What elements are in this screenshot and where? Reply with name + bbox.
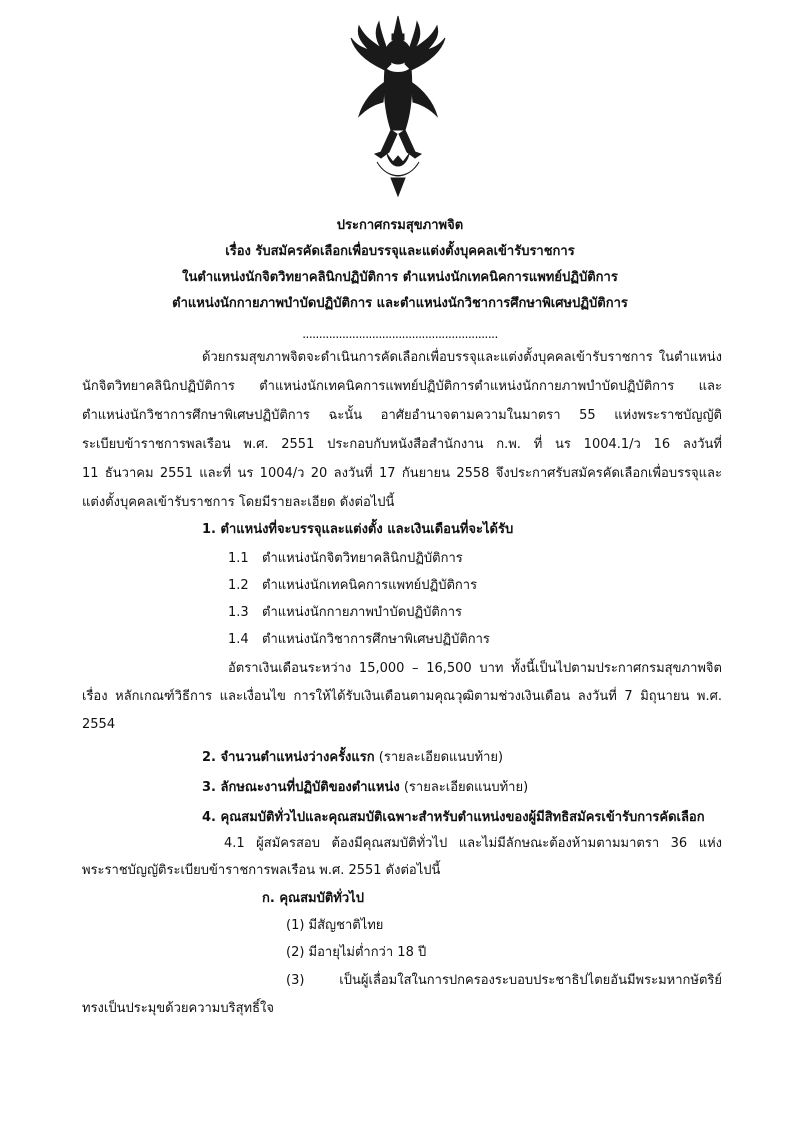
general-qualifications-heading: ก. คุณสมบัติทั่วไป [262, 891, 364, 906]
qualification-continuation: ทรงเป็นประมุขด้วยความบริสุทธิ์ใจ [82, 1001, 275, 1016]
salary-line: อัตราเงินเดือนระหว่าง 15,000 – 16,500 บาท ทั้งนี้เป็นไปตามประกาศกรมสุขภาพจิต [228, 661, 722, 676]
position-item-label: ตำแหน่งนักกายภาพบำบัดปฏิบัติการ [262, 605, 462, 620]
position-item-label: ตำแหน่งนักเทคนิคการแพทย์ปฏิบัติการ [262, 578, 478, 593]
section-2-note: (รายละเอียดแนบท้าย) [378, 750, 504, 765]
section-1-heading: 1. ตำแหน่งที่จะบรรจุและแต่งตั้ง และเงินเดือนที่จะได้รับ [202, 522, 514, 537]
intro-line: แต่งตั้งบุคคลเข้ารับราชการ โดยมีรายละเอียด ดังต่อไปนี้ [82, 495, 395, 510]
intro-line: ด้วยกรมสุขภาพจิตจะดำเนินการคัดเลือกเพื่อบรรจุและแต่งตั้งบุคคลเข้ารับราชการ ในตำแหน่ง [202, 350, 722, 365]
position-item-label: ตำแหน่งนักจิตวิทยาคลินิกปฏิบัติการ [262, 551, 463, 566]
header-separator: ........................................................... [302, 327, 498, 341]
position-item-number: 1.4 [228, 632, 249, 647]
section-2-heading: 2. จำนวนตำแหน่งว่างครั้งแรก [202, 750, 375, 765]
qualification-item: (2) มีอายุไม่ต่ำกว่า 18 ปี [286, 945, 427, 960]
garuda-emblem-icon [347, 12, 449, 198]
section-2 [202, 750, 503, 766]
qualification-item: (1) มีสัญชาติไทย [286, 918, 384, 933]
section-3-note: (รายละเอียดแนบท้าย) [403, 780, 529, 795]
announcement-title: ประกาศกรมสุขภาพจิต [336, 218, 464, 233]
section-4-para: 4.1 ผู้สมัครสอบ ต้องมีคุณสมบัติทั่วไป และไม่มีลักษณะต้องห้ามตามมาตรา 36 แห่ง [224, 836, 722, 851]
intro-line: 11 ธันวาคม 2551 และที่ นร 1004/ว 20 ลงวันที่ 17 กันยายน 2558 จึงประกาศรับสมัครคัดเลือกเพื่อบรรจุและ [82, 466, 722, 481]
position-item-number: 1.1 [228, 551, 249, 566]
section-4-para: พระราชบัญญัติระเบียบข้าราชการพลเรือน พ.ศ. 2551 ดังต่อไปนี้ [82, 863, 441, 878]
subject-line-1: เรื่อง รับสมัครคัดเลือกเพื่อบรรจุและแต่งตั้งบุคคลเข้ารับราชการ [225, 244, 575, 259]
qualification-item: (3) เป็นผู้เลื่อมใสในการปกครองระบอบประชาธิปไตยอันมีพระมหากษัตริย์ [286, 973, 722, 988]
section-3 [202, 780, 528, 796]
position-item-label: ตำแหน่งนักวิชาการศึกษาพิเศษปฏิบัติการ [262, 632, 490, 647]
salary-line: เรื่อง หลักเกณฑ์วิธีการ และเงื่อนไข การให้ได้รับเงินเดือนตามคุณวุฒิตามช่วงเงินเดือน ลงวันที่ 7 มิถุนายน พ.ศ. [82, 689, 722, 704]
position-item-number: 1.2 [228, 578, 249, 593]
intro-line: ตำแหน่งนักวิชาการศึกษาพิเศษปฏิบัติการ ฉะนั้น อาศัยอำนาจตามความในมาตรา 55 แห่งพระราชบัญญัติ [82, 408, 722, 423]
intro-line: นักจิตวิทยาคลินิกปฏิบัติการ ตำแหน่งนักเทคนิคการแพทย์ปฏิบัติการตำแหน่งนักกายภาพบำบัดปฏิบัติการ และ [82, 379, 722, 394]
position-item-number: 1.3 [228, 605, 249, 620]
intro-line: ระเบียบข้าราชการพลเรือน พ.ศ. 2551 ประกอบกับหนังสือสำนักงาน ก.พ. ที่ นร 1004.1/ว 16 ลงวันที่ [82, 437, 722, 452]
subject-line-3: ตำแหน่งนักกายภาพบำบัดปฏิบัติการ และตำแหน่งนักวิชาการศึกษาพิเศษปฏิบัติการ [172, 296, 628, 311]
salary-line: 2554 [82, 717, 116, 732]
section-4-heading: 4. คุณสมบัติทั่วไปและคุณสมบัติเฉพาะสำหรับตำแหน่งของผู้มีสิทธิสมัครเข้ารับการคัดเลือก [202, 810, 705, 825]
section-3-heading: 3. ลักษณะงานที่ปฏิบัติของตำแหน่ง [202, 780, 400, 795]
subject-line-2: ในตำแหน่งนักจิตวิทยาคลินิกปฏิบัติการ ตำแหน่งนักเทคนิคการแพทย์ปฏิบัติการ [182, 270, 618, 285]
